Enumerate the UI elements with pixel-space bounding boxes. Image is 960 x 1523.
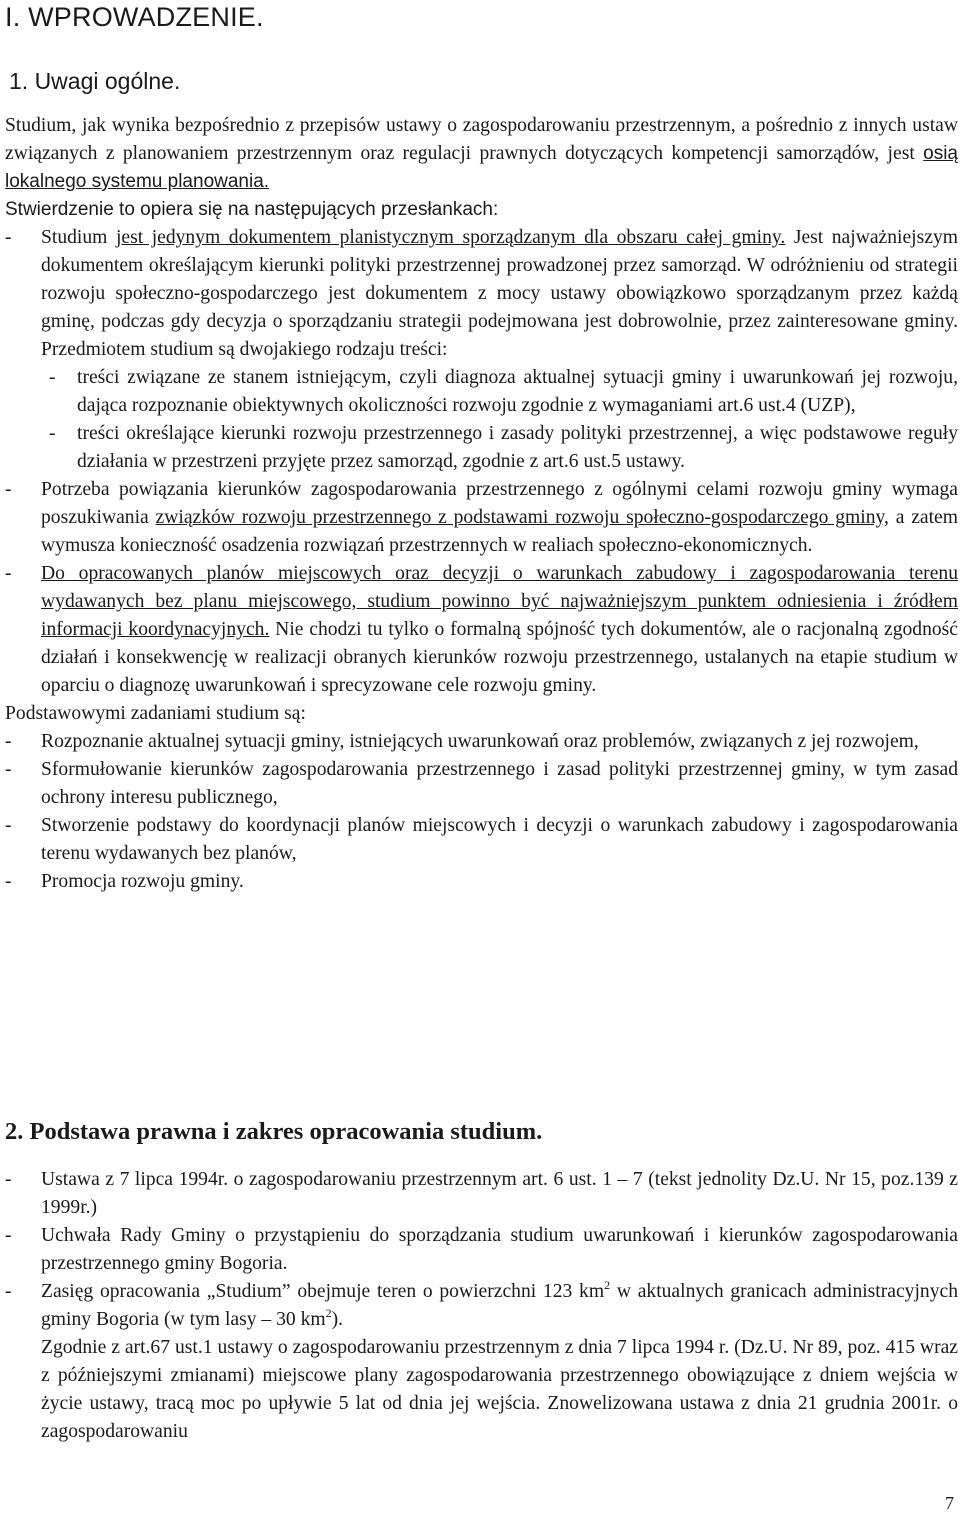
underlined-phrase: Do opracowanych planów miejscowych oraz decyzji o warunkach zabudowy i zagospodarowania terenu wydawanych bez planu miejscowego, studium powinno być najważniejszym punktem odniesienia i źródłem informacji koordynacyjnych. [41,563,958,640]
list-dash: - [5,1169,12,1190]
list-dash: - [49,423,56,444]
section-2-title: 2. Podstawa prawna i zakres opracowania studium. [5,1118,543,1145]
task-item: - Rozpoznanie aktualnej sytuacji gminy, istniejących uwarunkowań oraz problemów, związanych z jej rozwojem, [5,728,958,756]
intro-section [5,112,958,896]
list-dash: - [5,871,12,892]
list-dash: - [5,1281,12,1302]
list-dash: - [5,815,12,836]
list-dash: - [5,563,12,584]
list-dash: - [5,227,12,248]
sub-list-item: - treści określające kierunki rozwoju przestrzennego i zasady polityki przestrzennej, a więc podstawowe reguły działania w przestrzeni przyjęte przez samorząd, zgodnie z art.6 ust.5 ustawy. [5,420,958,476]
list-dash: - [5,1225,12,1246]
list-dash: - [5,479,12,500]
legal-item: - Ustawa z 7 lipca 1994r. o zagospodarowaniu przestrzennym art. 6 ust. 1 – 7 (tekst jednolity Dz.U. Nr 15, poz.139 z 1999r.) [5,1166,958,1222]
list-dash: - [5,759,12,780]
page-number: 7 [945,1493,954,1513]
chapter-title: I. WPROWADZENIE. [5,2,264,32]
list-item: - Potrzeba powiązania kierunków zagospodarowania przestrzennego z ogólnymi celami rozwoju gminy wymaga poszukiwania związków rozwoju przestrzennego z podstawami rozwoju społeczno-gospodarczego gminy, a zatem wymusza konieczność osadzenia rozwiązań przestrzennych w realiach społeczno-ekonomicznych. [5,476,958,560]
list-item: - Do opracowanych planów miejscowych oraz decyzji o warunkach zabudowy i zagospodarowania terenu wydawanych bez planu miejscowego, studium powinno być najważniejszym punktem odniesienia i źródłem informacji koordynacyjnych. Nie chodzi tu tylko o formalną spójność tych dokumentów, ale o racjonalną zgodność działań i konsekwencję w realizacji obranych kierunków rozwoju przestrzennego, ustalanych na etapie studium w oparciu o diagnozę uwarunkowań i sprecyzowane cele rozwoju gminy. [5,560,958,700]
legal-basis-section [5,1166,958,1446]
section-1-title: 1. Uwagi ogólne. [9,68,181,94]
premises-intro: Stwierdzenie to opiera się na następujących przesłankach: [5,199,499,220]
underlined-phrase: związków rozwoju przestrzennego z podstawami rozwoju społeczno-gospodarczego gminy, [155,507,889,528]
intro-paragraph: Studium, jak wynika bezpośrednio z przepisów ustawy o zagospodarowaniu przestrzennym, a pośrednio z innych ustaw związanych z planowaniem przestrzennym oraz regulacji prawnych dotyczących kompetencji samorządów, jest osią lokalnego systemu planowania. [5,115,958,192]
tasks-heading: Podstawowymi zadaniami studium są: [5,703,306,724]
underlined-phrase: jest jedynym dokumentem planistycznym sporządzanym dla obszaru całej gminy. [115,227,786,248]
task-item: - Stworzenie podstawy do koordynacji planów miejscowych i decyzji o warunkach zabudowy i zagospodarowania terenu wydawanych bez planów, [5,812,958,868]
list-item: - Studium jest jedynym dokumentem planistycznym sporządzanym dla obszaru całej gminy. Jest najważniejszym dokumentem określającym kierunki polityki przestrzennej prowadzonej przez samorząd. W odróżnieniu od strategii rozwoju społeczno-gospodarczego jest dokumentem z mocy ustawy obowiązkowo sporządzanym przez każdą gminę, podczas gdy decyzja o sporządzaniu strategii podejmowana jest dobrowolnie, przez zainteresowane gminy. Przedmiotem studium są dwojakiego rodzaju treści: [5,224,958,364]
list-dash: - [49,367,56,388]
underlined-phrase: osią lokalnego systemu planowania. [5,143,958,192]
continuation-text: Zgodnie z art.67 ust.1 ustawy o zagospodarowaniu przestrzennym z dnia 7 lipca 1994 r. (Dz.U. Nr 89, poz. 415 wraz z późniejszymi zmianami) miejscowe plany zagospodarowania przestrzennego obowiązujące z dniem wejścia w życie ustawy, tracą moc po upływie 5 lat od dnia jej wejścia. Znowelizowana ustawa z dnia 21 grudnia 2001r. o zagospodarowaniu [41,1337,958,1442]
task-item: - Promocja rozwoju gminy. [5,868,958,896]
sub-list-item: - treści związane ze stanem istniejącym, czyli diagnoza aktualnej sytuacji gminy i uwarunkowań jej rozwoju, dająca rozpoznanie obiektywnych okoliczności rozwoju zgodnie z wymaganiami art.6 ust.4 (UZP), [5,364,958,420]
task-item: - Sformułowanie kierunków zagospodarowania przestrzennego i zasad polityki przestrzennej gminy, w tym zasad ochrony interesu publicznego, [5,756,958,812]
legal-item: - Uchwała Rady Gminy o przystąpieniu do sporządzania studium uwarunkowań i kierunków zagospodarowania przestrzennego gminy Bogoria. [5,1222,958,1278]
legal-item: - Zasięg opracowania „Studium” obejmuje teren o powierzchni 123 $km^2$ w aktualnych granicach administracyjnych gminy Bogoria (w tym lasy – 30 $km^2$). Zgodnie z art.67 ust.1 ustawy o zagospodarowaniu przestrzennym z dnia 7 lipca 1994 r. (Dz.U. Nr 89, poz. 415 wraz z późniejszymi zmianami) miejscowe plany zagospodarowania przestrzennego obowiązujące z dniem wejścia w życie ustawy, tracą moc po upływie 5 lat od dnia jej wejścia. Znowelizowana ustawa z dnia 21 grudnia 2001r. o zagospodarowaniu [5,1278,958,1442]
list-dash: - [5,731,12,752]
